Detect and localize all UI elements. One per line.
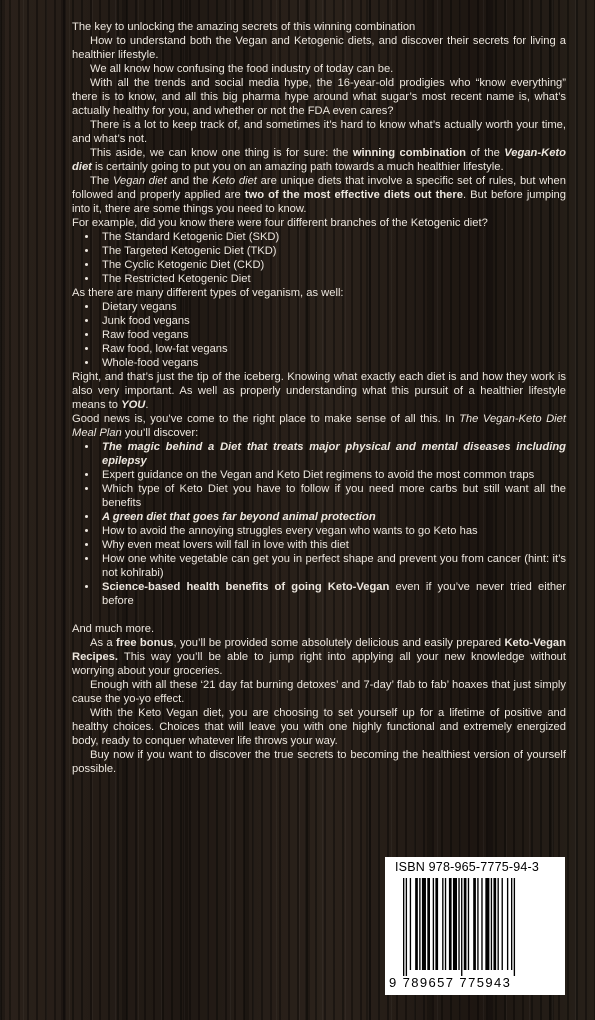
barcode-bar — [449, 878, 452, 970]
isbn-label: ISBN 978-965-7775-94-3 — [395, 860, 540, 874]
barcode-bar — [410, 878, 411, 970]
paragraph: As a free bonus, you’ll be provided some absolutely delicious and easily prepared Keto-Vegan Recipes. This way you’ll be able to jump right into applying all your new knowledge without worrying about your groceries. — [72, 637, 566, 677]
paragraph: This aside, we can know one thing is for sure: the winning combination of the Vegan-Keto diet is certainly going to put you on an amazing path towards a much healthier lifestyle. — [72, 147, 566, 173]
list-item: • Expert guidance on the Vegan and Keto Diet regimens to avoid the most common traps — [98, 468, 566, 482]
barcode-bar — [422, 878, 426, 970]
barcode-digits: 9 789657 775943 — [389, 975, 512, 990]
keto-types-list — [72, 230, 566, 286]
headline: The key to unlocking the amazing secrets of this winning combination — [72, 21, 416, 33]
barcode-bar — [435, 878, 438, 970]
list-item: • Raw food, low-fat vegans — [98, 342, 566, 356]
barcode-bar — [403, 878, 404, 976]
list-item: • Raw food vegans — [98, 328, 566, 342]
paragraph: The Vegan diet and the Keto diet are unique diets that involve a specific set of rules, but when followed and properly applied are two of the most effective diets out there. But before jumping into it, there are some things you need to know. — [72, 175, 566, 215]
barcode-bar — [502, 878, 503, 970]
paragraph: With all the trends and social media hype, the 16-year-old prodigies who “know everything” there is to know, and all this big pharma hype around what sugar’s most recent name is, what’s actually healthy for you, and whether or not the FDA even cares? — [72, 77, 566, 117]
paragraph: There is a lot to keep track of, and sometimes it’s hard to know what’s actually worth your time, and what’s not. — [72, 119, 566, 145]
barcode-bar — [514, 878, 515, 976]
barcode-bar — [477, 878, 478, 970]
paragraph: With the Keto Vegan diet, you are choosing to set yourself up for a lifetime of positive and healthy choices. Choices that will leave you with one highly functional and extremely energized body, ready to conquer whatever life throws your way. — [72, 707, 566, 747]
barcode-bar — [485, 878, 489, 970]
back-cover-text — [72, 20, 566, 776]
isbn-barcode — [385, 857, 565, 995]
paragraph: We all know how confusing the food industry of today can be. — [90, 63, 394, 75]
barcode-bar — [415, 878, 418, 970]
vegan-types-list — [72, 300, 566, 370]
paragraph: Right, and that’s just the tip of the iceberg. Knowing what exactly each diet is and how they work is also very important. As well as properly understanding what this pursuit of a healthier lifestyle means to YOU. — [72, 371, 566, 411]
paragraph: And much more. — [72, 623, 155, 635]
barcode-bar — [453, 878, 457, 970]
barcode-bar — [458, 878, 459, 970]
list-item: • Science-based health benefits of going Keto-Vegan even if you’ve never tried either before — [98, 580, 566, 608]
paragraph: Good news is, you’ve come to the right place to make sense of all this. In The Vegan-Keto Diet Meal Plan you’ll discover: — [72, 413, 566, 439]
list-item: • The Restricted Ketogenic Diet — [98, 272, 566, 286]
barcode-bar — [433, 878, 434, 970]
list-item: • A green diet that goes far beyond animal protection — [98, 510, 566, 524]
barcode-bar — [493, 878, 496, 970]
list-item: • The Cyclic Ketogenic Diet (CKD) — [98, 258, 566, 272]
intro-paragraph: How to understand both the Vegan and Ketogenic diets, and discover their secrets for living a healthier lifestyle. — [72, 35, 566, 61]
list-item: • The Standard Ketogenic Diet (SKD) — [98, 230, 566, 244]
list-item: • Which type of Keto Diet you have to follow if you need more carbs but still want all the benefits — [98, 482, 566, 510]
discover-list — [72, 440, 566, 608]
barcode-bar — [406, 878, 407, 976]
barcode-bar — [473, 878, 476, 970]
paragraph: Enough with all these ‘21 day fat burning detoxes’ and 7-day’ flab to fab’ hoaxes that just simply cause the yo-yo effect. — [72, 679, 566, 705]
paragraph: Buy now if you want to discover the true secrets to becoming the healthiest version of yourself possible. — [72, 749, 566, 775]
barcode-bar — [442, 878, 443, 970]
barcode-bar — [491, 878, 492, 970]
list-item: • Dietary vegans — [98, 300, 566, 314]
barcode-bar — [468, 878, 469, 970]
barcode-bar — [461, 878, 462, 976]
list-item: • How to avoid the annoying struggles every vegan who wants to go Keto has — [98, 524, 566, 538]
list-item: • Junk food vegans — [98, 314, 566, 328]
list-item: • The Targeted Ketogenic Diet (TKD) — [98, 244, 566, 258]
list-item: • How one white vegetable can get you in perfect shape and prevent you from cancer (hint: it’s not kohlrabi) — [98, 552, 566, 580]
barcode-bar — [511, 878, 512, 970]
paragraph: For example, did you know there were four different branches of the Ketogenic diet? — [72, 217, 488, 229]
list-item: • Whole-food vegans — [98, 356, 566, 370]
barcode-bar — [481, 878, 482, 970]
barcode-bar — [427, 878, 430, 970]
barcode-bars — [403, 878, 551, 976]
paragraph: As there are many different types of veganism, as well: — [72, 287, 344, 299]
barcode-bar — [445, 878, 446, 970]
barcode-bar — [507, 878, 508, 970]
barcode-bar — [498, 878, 499, 970]
list-item: • Why even meat lovers will fall in love with this diet — [98, 538, 566, 552]
barcode-bar — [464, 878, 467, 970]
list-item: • The magic behind a Diet that treats major physical and mental diseases including epilepsy — [98, 440, 566, 468]
barcode-bar — [419, 878, 420, 970]
